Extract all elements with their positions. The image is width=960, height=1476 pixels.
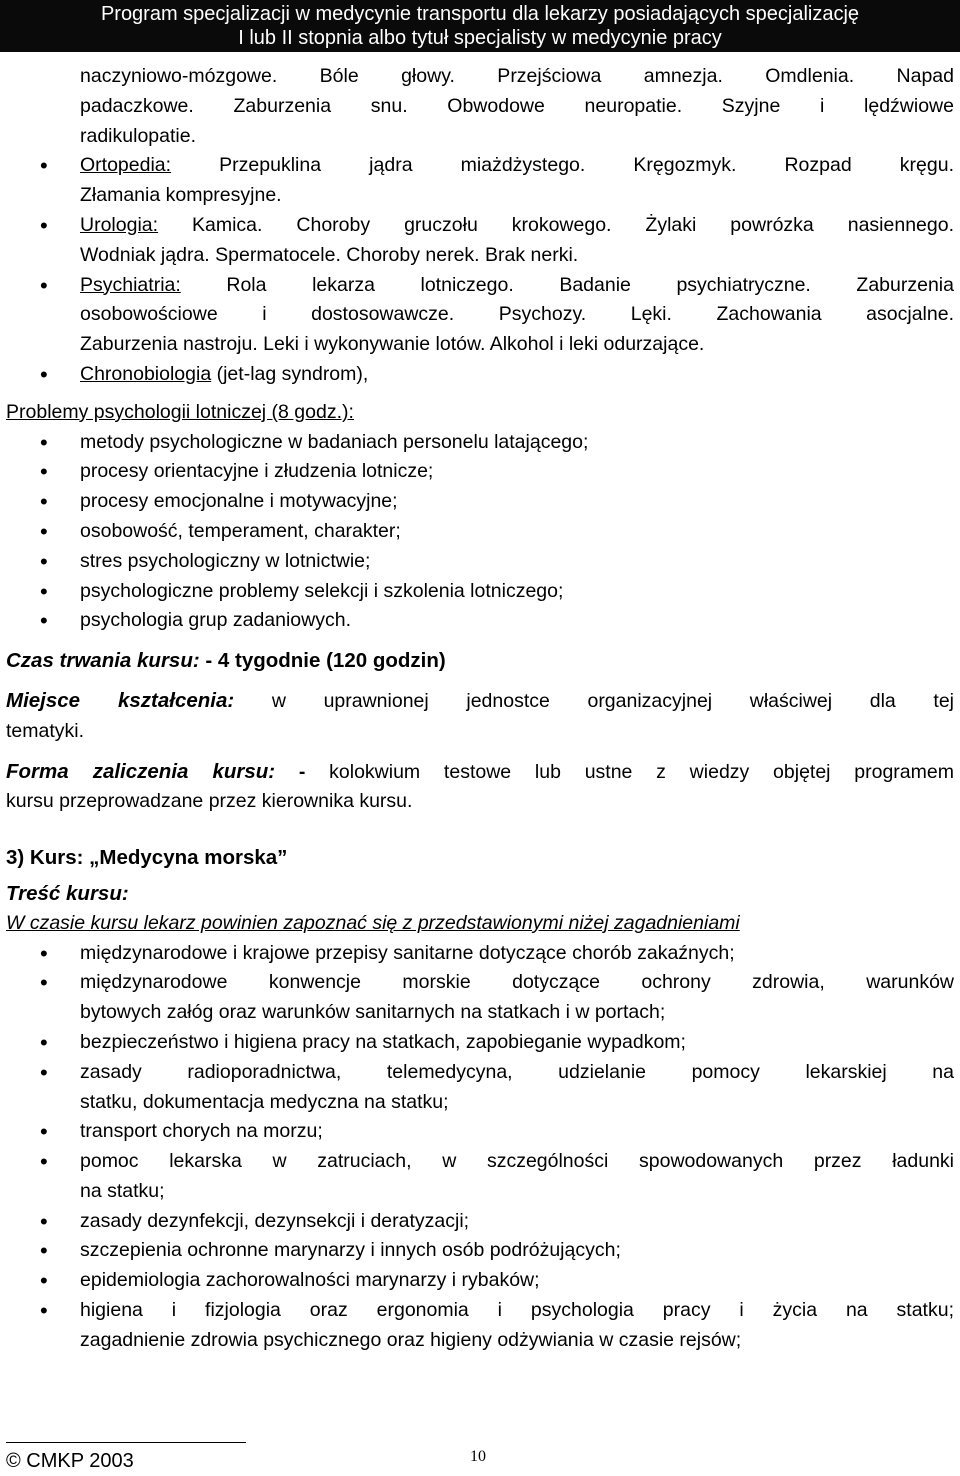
duration-value: - 4 tygodnie (120 godzin) <box>199 649 446 673</box>
place-label: Miejsce kształcenia: <box>6 688 235 712</box>
item-label: Ortopedia: <box>80 154 172 177</box>
section-title-psychology: Problemy psychologii lotniczej (8 godz.): <box>6 400 354 423</box>
list-item <box>0 1058 960 1118</box>
text-line: Złamania kompresyjne. <box>80 184 282 207</box>
form-label: Forma zaliczenia kursu: <box>6 759 276 783</box>
text-line: Wodniak jądra. Spermatocele. Choroby nerek. Brak nerki. <box>80 243 579 266</box>
text-line: • bezpieczeństwo i higiena pracy na statkach, zapobieganie wypadkom; <box>80 1030 686 1053</box>
item-label: Chronobiologia <box>80 362 212 385</box>
text-line: • międzynarodowe konwencje morskie dotyczące ochrony zdrowia, warunków <box>80 971 954 994</box>
text-line: osobowościowe i dostosowawcze. Psychozy. Lęki. Zachowania asocjalne. <box>80 303 954 326</box>
list-item <box>0 151 960 211</box>
list-item: • metody psychologiczne w badaniach personelu latającego; <box>0 428 960 458</box>
text-line: • epidemiologia zachorowalności marynarzy i rybaków; <box>80 1269 540 1292</box>
list-item <box>0 939 960 969</box>
text-line: bytowych załóg oraz warunków sanitarnych na statkach i w portach; <box>80 1001 666 1024</box>
list-item: • procesy orientacyjne i złudzenia lotnicze; <box>0 457 960 487</box>
header-line-2: I lub II stopnia albo tytuł specjalisty w medycynie pracy <box>238 27 722 49</box>
course-duration <box>0 646 960 676</box>
list-item <box>0 62 960 151</box>
medycyna-morska-list <box>0 939 960 1356</box>
course-form <box>0 757 960 818</box>
text-line: • zasady radioporadnictwa, telemedycyna, udzielanie pomocy lekarskiej na <box>80 1060 954 1083</box>
text-line: kursu przeprowadzane przez kierownika kursu. <box>6 790 413 813</box>
text-line: naczyniowo-mózgowe. Bóle głowy. Przejściowa amnezja. Omdlenia. Napad <box>80 65 954 87</box>
list-item: • osobowość, temperament, charakter; <box>0 517 960 547</box>
list-item <box>0 1296 960 1356</box>
text-line: • transport chorych na morzu; <box>80 1120 323 1143</box>
list-item <box>0 360 960 390</box>
item-label: Psychiatria: <box>80 273 181 296</box>
text-line: (jet-lag syndrom), <box>211 362 369 385</box>
header-line-1: Program specjalizacji w medycynie transportu dla lekarzy posiadających specjalizację <box>100 3 860 25</box>
text-line: tematyki. <box>6 719 85 742</box>
list-item <box>0 1117 960 1147</box>
text-line: • pomoc lekarska w zatruciach, w szczególności spowodowanych przez ładunki <box>80 1150 954 1173</box>
content-intro: W czasie kursu lekarz powinien zapoznać się z przedstawionymi niżej zagadnieniami <box>6 911 740 934</box>
text-line: w uprawnionej jednostce organizacyjnej właściwej dla tej <box>234 689 954 712</box>
footer-copyright: © CMKP 2003 <box>6 1450 134 1472</box>
list-item <box>0 1147 960 1207</box>
text-line: • zasady dezynfekcji, dezynsekcji i deratyzacji; <box>80 1209 470 1232</box>
list-item: • psychologia grup zadaniowych. <box>0 606 960 636</box>
psychology-list <box>0 428 960 637</box>
text-line: Przepuklina jądra miażdżystego. Kręgozmyk. Rozpad kręgu. <box>171 154 954 177</box>
footer-rule <box>6 1442 246 1443</box>
text-line: • higiena i fizjologia oraz ergonomia i psychologia pracy i życia na statku; <box>80 1299 954 1322</box>
course-3-title: 3) Kurs: „Medycyna morska” <box>6 846 288 870</box>
item-label: Urologia: <box>80 213 159 236</box>
list-item <box>0 271 960 360</box>
text-line: padaczkowe. Zaburzenia snu. Obwodowe neuropatie. Szyjne i lędźwiowe <box>80 94 954 117</box>
list-item <box>0 1028 960 1058</box>
text-line: radikulopatie. <box>80 124 196 147</box>
text-line: Rola lekarza lotniczego. Badanie psychiatryczne. Zaburzenia <box>180 273 954 296</box>
text-line: statku, dokumentacja medyczna na statku; <box>80 1090 449 1113</box>
text-line: Kamica. Choroby gruczołu krokowego. Żylaki powrózka nasiennego. <box>158 213 954 236</box>
text-line: kolokwium testowe lub ustne z wiedzy objętej programem <box>305 760 954 783</box>
page-number: 10 <box>470 1448 486 1465</box>
text-line: Zaburzenia nastroju. Leki i wykonywanie lotów. Alkohol i leki odurzające. <box>80 333 705 356</box>
page-content <box>0 52 960 1356</box>
document-header <box>0 0 960 52</box>
list-item: • procesy emocjonalne i motywacyjne; <box>0 487 960 517</box>
text-line: • szczepienia ochronne marynarzy i innych osób podróżujących; <box>80 1239 621 1262</box>
list-item <box>0 211 960 271</box>
list-item <box>0 1266 960 1296</box>
list-item <box>0 968 960 1028</box>
content-label: Treść kursu: <box>6 881 129 905</box>
course-place <box>0 686 960 747</box>
form-dash: - <box>275 760 306 783</box>
duration-label: Czas trwania kursu: <box>6 649 200 673</box>
text-line: zagadnienie zdrowia psychicznego oraz higieny odżywiania w czasie rejsów; <box>80 1328 742 1351</box>
text-line: na statku; <box>80 1179 165 1202</box>
text-line: • międzynarodowe i krajowe przepisy sanitarne dotyczące chorób zakaźnych; <box>80 941 735 964</box>
list-item: • stres psychologiczny w lotnictwie; <box>0 547 960 577</box>
list-item: • psychologiczne problemy selekcji i szkolenia lotniczego; <box>0 577 960 607</box>
list-item <box>0 1236 960 1266</box>
list-item <box>0 1207 960 1237</box>
